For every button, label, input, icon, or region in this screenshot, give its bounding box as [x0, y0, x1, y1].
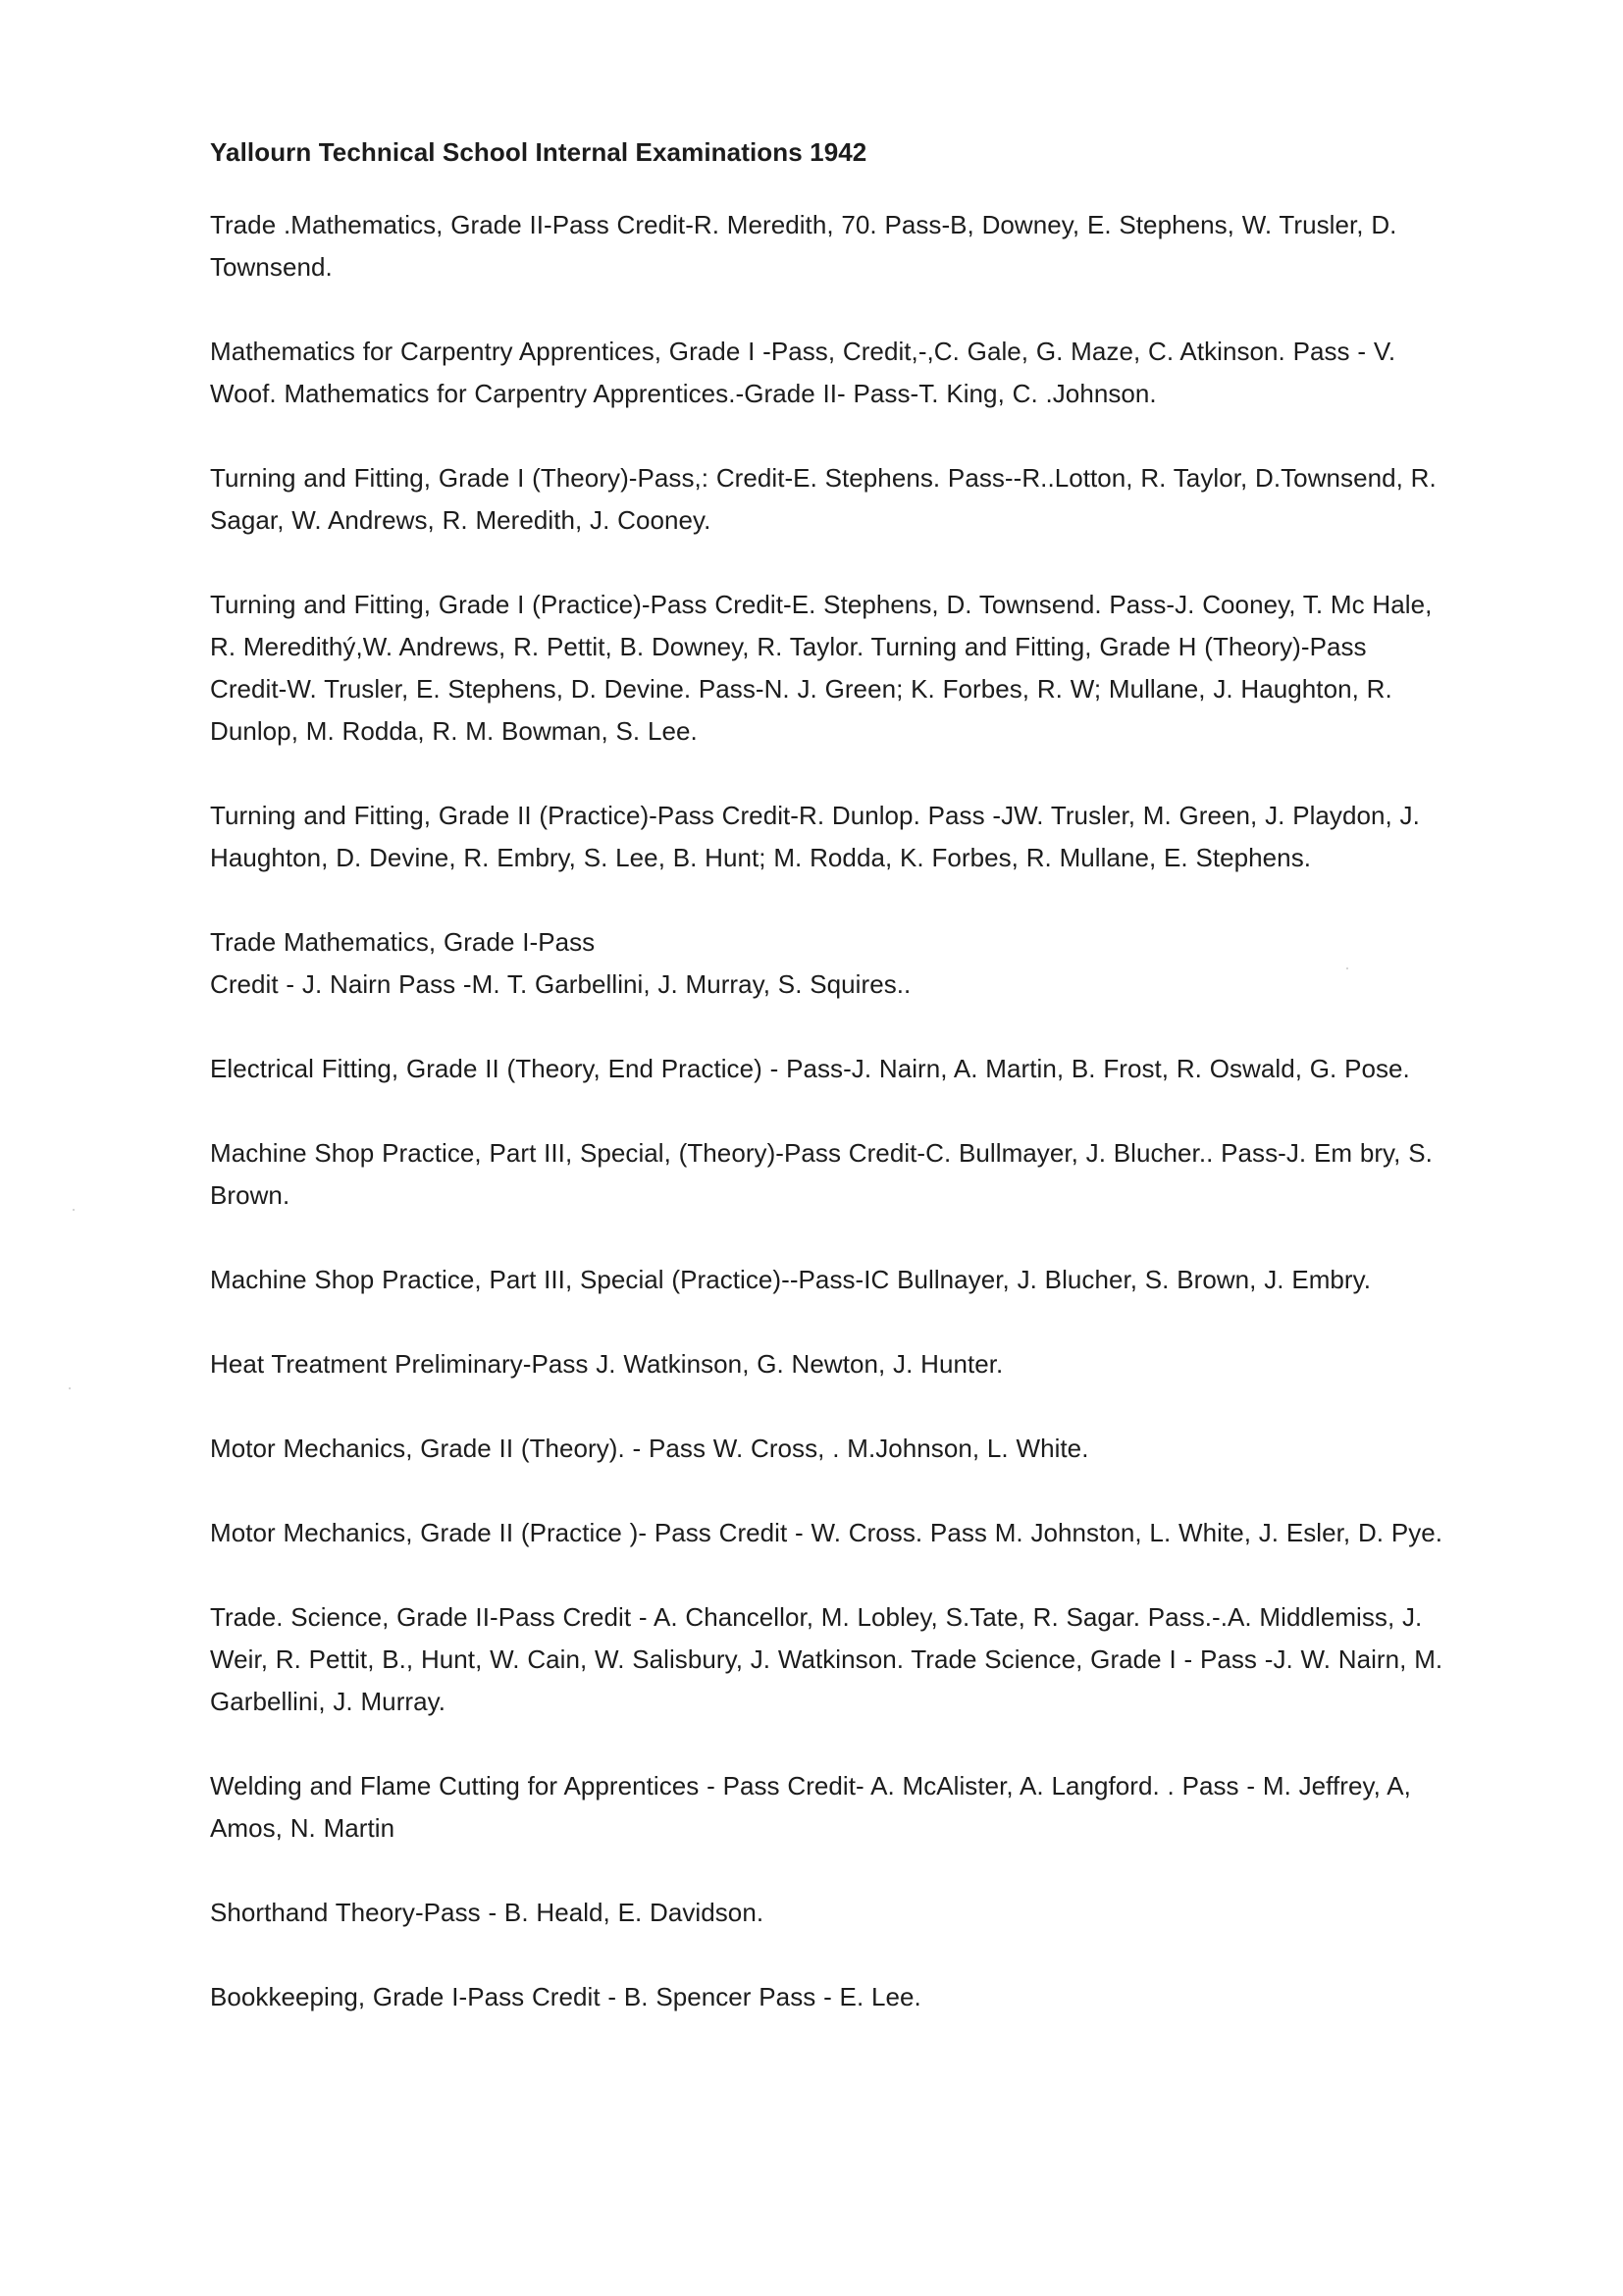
- paragraph-line: Trade Mathematics, Grade I-Pass: [210, 927, 596, 957]
- exam-result-paragraph: [210, 1976, 1448, 2018]
- exam-result-paragraph: [210, 795, 1448, 879]
- paragraph-line: Credit - J. Nairn Pass -M. T. Garbellini, J. Murray, S. Squires..: [210, 969, 912, 999]
- exam-result-paragraph: [210, 1428, 1448, 1470]
- exam-result-paragraph: [210, 1765, 1448, 1850]
- exam-result-paragraph: [210, 1132, 1448, 1217]
- paragraph-line: Welding and Flame Cutting for Apprentices - Pass Credit- A. McAlister, A. Langford. . Pass - M. Jeffrey, A, Amos, N. Martin: [210, 1771, 1411, 1843]
- exam-result-paragraph: [210, 1259, 1448, 1301]
- exam-result-paragraph: [210, 331, 1448, 415]
- exam-result-paragraph: [210, 1596, 1448, 1723]
- paragraph-line: Mathematics for Carpentry Apprentices, Grade I -Pass, Credit,-,C. Gale, G. Maze, C. Atkinson. Pass - V. Woof. Mathematics for Carpentry Apprentices.-Grade II- Pass-T. King, C. .Johnson.: [210, 337, 1396, 408]
- paragraph-line: Electrical Fitting, Grade II (Theory, End Practice) - Pass-J. Nairn, A. Martin, B. Frost, R. Oswald, G. Pose.: [210, 1054, 1410, 1083]
- document-title: Yallourn Technical School Internal Examinations 1942: [210, 137, 867, 167]
- scan-speck: [1346, 967, 1348, 969]
- paragraph-line: Machine Shop Practice, Part III, Special, (Theory)-Pass Credit-C. Bullmayer, J. Blucher.. Pass-J. Em bry, S. Brown.: [210, 1138, 1433, 1210]
- paragraph-line: Turning and Fitting, Grade II (Practice)-Pass Credit-R. Dunlop. Pass -JW. Trusler, M. Green, J. Playdon, J. Haughton, D. Devine, R. Embry, S. Lee, B. Hunt; M. Rodda, K. Forbes, R. Mullane, E. Stephens.: [210, 801, 1420, 872]
- paragraph-line: Bookkeeping, Grade I-Pass Credit - B. Spencer Pass - E. Lee.: [210, 1982, 921, 2011]
- exam-result-paragraph: [210, 1512, 1448, 1554]
- exam-result-paragraph: [210, 1048, 1448, 1090]
- exam-result-paragraph: [210, 1343, 1448, 1385]
- paragraph-line: Motor Mechanics, Grade II (Practice )- Pass Credit - W. Cross. Pass M. Johnston, L. White, J. Esler, D. Pye.: [210, 1518, 1443, 1547]
- paragraph-line: Machine Shop Practice, Part III, Special (Practice)--Pass-IC Bullnayer, J. Blucher, S. Brown, J. Embry.: [210, 1265, 1372, 1294]
- paragraph-line: Trade. Science, Grade II-Pass Credit - A. Chancellor, M. Lobley, S.Tate, R. Sagar. Pass.-.A. Middlemiss, J. Weir, R. Pettit, B., Hunt, W. Cain, W. Salisbury, J. Watkinson. Trade Science, Grade I - Pass -J. W. Nairn, M. Garbellini, J. Murray.: [210, 1602, 1443, 1716]
- document-page: [210, 133, 1448, 2061]
- paragraph-line: Trade .Mathematics, Grade II-Pass Credit-R. Meredith, 70. Pass-B, Downey, E. Stephens, W. Trusler, D. Townsend.: [210, 210, 1397, 282]
- paragraph-line: Motor Mechanics, Grade II (Theory). - Pass W. Cross, . M.Johnson, L. White.: [210, 1434, 1089, 1463]
- paragraph-line: Heat Treatment Preliminary-Pass J. Watkinson, G. Newton, J. Hunter.: [210, 1349, 1004, 1379]
- exam-result-paragraph: [210, 921, 1448, 1006]
- scan-speck: [73, 1209, 75, 1211]
- exam-result-paragraph: [210, 204, 1448, 288]
- exam-result-paragraph: [210, 1892, 1448, 1934]
- paragraph-line: Shorthand Theory-Pass - B. Heald, E. Davidson.: [210, 1898, 764, 1927]
- exam-result-paragraph: [210, 584, 1448, 753]
- exam-result-paragraph: [210, 457, 1448, 542]
- paragraph-line: Turning and Fitting, Grade I (Practice)-Pass Credit-E. Stephens, D. Townsend. Pass-J. Cooney, T. Mc Hale, R. Meredithý,W. Andrews, R. Pettit, B. Downey, R. Taylor. Turning and Fitting, Grade H (Theory)-Pass Credit-W. Trusler, E. Stephens, D. Devine. Pass-N. J. Green; K. Forbes, R. W; Mullane, J. Haughton, R. Dunlop, M. Rodda, R. M. Bowman, S. Lee.: [210, 590, 1433, 746]
- paragraph-line: Turning and Fitting, Grade I (Theory)-Pass,: Credit-E. Stephens. Pass--R..Lotton, R. Taylor, D.Townsend, R. Sagar, W. Andrews, R. Meredith, J. Cooney.: [210, 463, 1437, 535]
- scan-speck: [69, 1387, 71, 1389]
